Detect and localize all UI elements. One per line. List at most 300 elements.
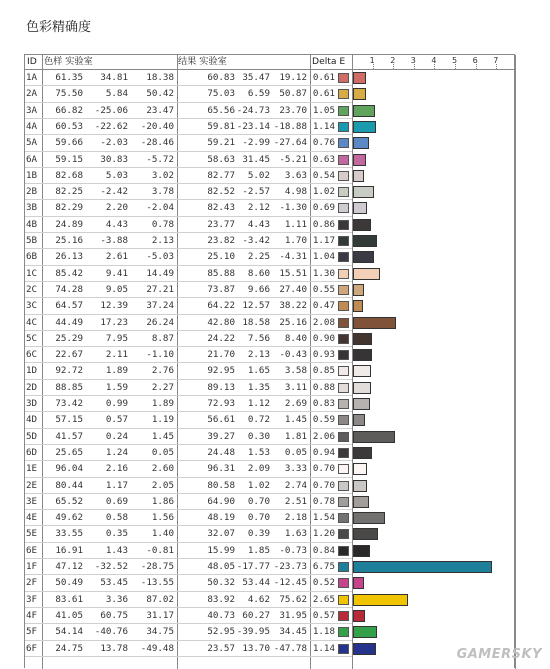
delta-e-value: 0.63	[312, 153, 335, 165]
result-b: 3.11	[284, 381, 307, 393]
result-b: 1.70	[284, 235, 307, 246]
result-a: 1.02	[247, 479, 270, 491]
sample-a: 13.78	[100, 642, 128, 654]
delta-e-value: 1.54	[312, 512, 335, 524]
delta-e-value: 0.61	[312, 72, 335, 83]
row-id: 4C	[26, 316, 38, 328]
row-id: 6B	[26, 251, 38, 263]
delta-e-bar	[353, 577, 364, 589]
scale-tick-mark	[393, 64, 394, 69]
color-swatch	[338, 301, 349, 311]
page-title: 色彩精确度	[26, 20, 92, 35]
delta-e-bar	[353, 121, 376, 133]
color-swatch	[338, 529, 349, 539]
result-a: -2.57	[242, 186, 270, 198]
result-b: 3.58	[284, 365, 307, 377]
sample-l: 57.15	[55, 414, 83, 426]
sample-a: 30.83	[100, 153, 128, 165]
sample-b: 26.24	[146, 316, 174, 328]
scale-tick-label: 5	[452, 56, 458, 65]
sample-a: 9.41	[105, 267, 128, 279]
sample-a: 7.95	[105, 332, 128, 344]
delta-e-bar	[353, 317, 396, 329]
scale-tick-label: 3	[410, 56, 416, 65]
result-a: 4.43	[247, 218, 270, 230]
sample-a: 0.24	[105, 430, 128, 442]
sample-b: -1.10	[146, 349, 174, 361]
sample-a: 1.59	[105, 381, 128, 393]
row-id: 1E	[26, 463, 38, 475]
delta-e-value: 2.06	[312, 430, 335, 442]
row-id: 3A	[26, 104, 38, 116]
row-id: 1C	[26, 267, 38, 279]
result-l: 58.63	[207, 153, 235, 165]
sample-b: 3.78	[151, 186, 174, 198]
result-b: -0.43	[279, 349, 307, 361]
delta-e-bar	[353, 137, 369, 149]
delta-e-bar	[353, 626, 377, 638]
sample-b: 27.21	[146, 283, 174, 295]
color-swatch	[338, 203, 349, 213]
color-swatch	[338, 481, 349, 491]
sample-b: 2.27	[151, 381, 174, 393]
color-swatch	[338, 399, 349, 409]
result-a: 2.13	[247, 349, 270, 361]
row-id: 4B	[26, 218, 38, 230]
sample-b: 1.40	[151, 528, 174, 540]
result-a: 0.72	[247, 414, 270, 426]
sample-l: 80.44	[55, 479, 83, 491]
row-id: 2E	[26, 479, 38, 491]
column-divider	[515, 55, 516, 669]
delta-e-bar	[353, 72, 366, 84]
sample-a: 2.11	[105, 349, 128, 361]
result-l: 23.57	[207, 642, 235, 654]
delta-e-value: 0.55	[312, 283, 335, 295]
delta-e-bar	[353, 496, 369, 508]
color-swatch	[338, 578, 349, 588]
color-swatch	[338, 269, 349, 279]
result-l: 48.05	[207, 561, 235, 572]
row-id: 4A	[26, 120, 38, 132]
sample-b: 0.78	[151, 218, 174, 230]
delta-e-bar	[353, 643, 376, 655]
result-l: 15.99	[207, 544, 235, 556]
sample-l: 25.65	[55, 446, 83, 458]
sample-a: -25.06	[94, 104, 128, 116]
color-swatch	[338, 464, 349, 474]
color-swatch	[338, 73, 349, 83]
sample-l: 75.50	[55, 88, 83, 100]
delta-e-value: 0.84	[312, 544, 335, 556]
result-a: 31.45	[242, 153, 270, 165]
header-id: ID	[27, 56, 37, 67]
result-a: 1.65	[247, 365, 270, 377]
scale-tick-label: 4	[431, 56, 437, 65]
result-b: 3.33	[284, 463, 307, 475]
row-id: 6C	[26, 349, 38, 361]
delta-e-value: 1.02	[312, 186, 335, 198]
result-l: 52.95	[207, 626, 235, 638]
result-a: 0.30	[247, 430, 270, 442]
sample-a: 34.81	[100, 72, 128, 83]
sample-l: 41.05	[55, 609, 83, 621]
sample-b: 2.76	[151, 365, 174, 377]
result-b: 1.45	[284, 414, 307, 426]
result-a: 5.02	[247, 169, 270, 181]
result-b: 27.40	[279, 283, 307, 295]
color-swatch	[338, 252, 349, 262]
sample-l: 96.04	[55, 463, 83, 475]
delta-e-value: 1.20	[312, 528, 335, 540]
color-swatch	[338, 122, 349, 132]
sample-a: 0.99	[105, 398, 128, 409]
color-swatch	[338, 285, 349, 295]
row-id: 1B	[26, 169, 38, 181]
delta-e-bar	[353, 300, 363, 312]
result-b: 75.62	[279, 593, 307, 605]
delta-e-bar	[353, 365, 371, 377]
delta-e-bar	[353, 545, 370, 557]
delta-e-value: 0.70	[312, 479, 335, 491]
row-id: 3D	[26, 398, 38, 409]
color-swatch	[338, 546, 349, 556]
result-b: 50.87	[279, 88, 307, 100]
sample-l: 61.35	[55, 72, 83, 83]
sample-l: 25.16	[55, 235, 83, 246]
delta-e-value: 0.93	[312, 349, 335, 361]
row-id: 3B	[26, 202, 38, 214]
result-b: 8.40	[284, 332, 307, 344]
result-l: 56.61	[207, 414, 235, 426]
result-l: 59.21	[207, 137, 235, 149]
result-a: -39.95	[236, 626, 270, 638]
result-b: 2.69	[284, 398, 307, 409]
sample-l: 65.52	[55, 495, 83, 507]
delta-e-value: 1.17	[312, 235, 335, 246]
result-b: 2.51	[284, 495, 307, 507]
sample-a: 3.36	[105, 593, 128, 605]
delta-e-value: 0.69	[312, 202, 335, 214]
delta-e-bar	[353, 186, 374, 198]
delta-e-value: 0.47	[312, 300, 335, 312]
delta-e-value: 0.90	[312, 332, 335, 344]
sample-a: -2.42	[100, 186, 128, 198]
sample-a: 1.24	[105, 446, 128, 458]
delta-e-value: 6.75	[312, 561, 335, 572]
row-id: 1A	[26, 72, 38, 83]
delta-e-bar	[353, 219, 371, 231]
sample-b: 1.19	[151, 414, 174, 426]
sample-b: 2.13	[151, 235, 174, 246]
result-l: 64.90	[207, 495, 235, 507]
color-swatch	[338, 448, 349, 458]
result-l: 85.88	[207, 267, 235, 279]
scale-tick-label: 2	[390, 56, 396, 65]
sample-b: -28.75	[140, 561, 174, 572]
sample-a: 1.17	[105, 479, 128, 491]
delta-e-bar	[353, 594, 408, 606]
row-id: 2F	[26, 577, 38, 589]
scale-tick-mark	[373, 64, 374, 69]
delta-e-bar	[353, 284, 364, 296]
row-id: 5D	[26, 430, 38, 442]
sample-a: 2.20	[105, 202, 128, 214]
delta-e-value: 1.05	[312, 104, 335, 116]
result-b: 2.18	[284, 512, 307, 524]
sample-a: 0.58	[105, 512, 128, 524]
result-a: 60.27	[242, 609, 270, 621]
result-l: 73.87	[207, 283, 235, 295]
color-swatch	[338, 366, 349, 376]
result-l: 50.32	[207, 577, 235, 589]
result-a: 2.25	[247, 251, 270, 263]
sample-b: 18.38	[146, 72, 174, 83]
delta-e-bar	[353, 333, 372, 345]
sample-l: 24.75	[55, 642, 83, 654]
row-id: 4D	[26, 414, 38, 426]
sample-l: 82.25	[55, 186, 83, 198]
row-id: 5F	[26, 626, 38, 638]
sample-a: 1.43	[105, 544, 128, 556]
color-swatch	[338, 236, 349, 246]
scale-tick-mark	[496, 64, 497, 69]
sample-l: 33.55	[55, 528, 83, 540]
header-result: 结果 实验室	[178, 56, 227, 67]
header-delta-e: Delta E	[312, 56, 346, 67]
delta-e-value: 2.65	[312, 593, 335, 605]
row-id: 5C	[26, 332, 38, 344]
result-l: 40.73	[207, 609, 235, 621]
sample-l: 59.15	[55, 153, 83, 165]
row-id: 1D	[26, 365, 38, 377]
row-id: 3E	[26, 495, 38, 507]
result-l: 82.77	[207, 169, 235, 181]
row-id: 5A	[26, 137, 38, 149]
color-swatch	[338, 513, 349, 523]
color-swatch	[338, 187, 349, 197]
result-b: 2.74	[284, 479, 307, 491]
scale-tick-label: 1	[369, 56, 375, 65]
sample-l: 92.72	[55, 365, 83, 377]
scale-tick-mark	[434, 64, 435, 69]
delta-e-bar	[353, 202, 367, 214]
result-l: 72.93	[207, 398, 235, 409]
sample-l: 60.53	[55, 120, 83, 132]
sample-a: 17.23	[100, 316, 128, 328]
result-l: 60.83	[207, 72, 235, 83]
color-swatch	[338, 644, 349, 654]
result-l: 83.92	[207, 593, 235, 605]
result-a: 12.57	[242, 300, 270, 312]
color-swatch	[338, 220, 349, 230]
result-l: 32.07	[207, 528, 235, 540]
delta-e-value: 0.59	[312, 414, 335, 426]
sample-l: 82.29	[55, 202, 83, 214]
result-a: 1.12	[247, 398, 270, 409]
result-l: 39.27	[207, 430, 235, 442]
result-a: -24.73	[236, 104, 270, 116]
result-l: 89.13	[207, 381, 235, 393]
result-a: -23.14	[236, 120, 270, 132]
result-b: -5.21	[279, 153, 307, 165]
result-l: 23.82	[207, 235, 235, 246]
sample-a: -2.03	[100, 137, 128, 149]
sample-a: 60.75	[100, 609, 128, 621]
delta-e-value: 1.30	[312, 267, 335, 279]
delta-e-value: 0.76	[312, 137, 335, 149]
result-a: 6.59	[247, 88, 270, 100]
scale-tick-label: 6	[472, 56, 478, 65]
delta-e-bar	[353, 512, 385, 524]
delta-e-bar	[353, 235, 377, 247]
color-swatch	[338, 595, 349, 605]
delta-e-value: 1.14	[312, 642, 335, 654]
result-a: 0.70	[247, 512, 270, 524]
sample-b: -2.04	[146, 202, 174, 214]
result-a: 35.47	[242, 72, 270, 83]
row-id: 5E	[26, 528, 38, 540]
delta-e-value: 1.18	[312, 626, 335, 638]
row-id: 6D	[26, 446, 38, 458]
row-id: 3C	[26, 300, 38, 312]
delta-e-value: 0.57	[312, 609, 335, 621]
delta-e-value: 0.88	[312, 381, 335, 393]
result-a: 0.39	[247, 528, 270, 540]
sample-b: 2.05	[151, 479, 174, 491]
delta-e-bar	[353, 431, 395, 443]
result-l: 80.58	[207, 479, 235, 491]
row-id: 2A	[26, 88, 38, 100]
sample-l: 22.67	[55, 349, 83, 361]
result-b: 23.70	[279, 104, 307, 116]
result-b: 34.45	[279, 626, 307, 638]
sample-a: 12.39	[100, 300, 128, 312]
sample-b: 2.60	[151, 463, 174, 475]
sample-b: -5.72	[146, 153, 174, 165]
sample-l: 44.49	[55, 316, 83, 328]
sample-b: 50.42	[146, 88, 174, 100]
sample-a: 2.61	[105, 251, 128, 263]
result-b: 15.51	[279, 267, 307, 279]
color-swatch	[338, 171, 349, 181]
result-a: 1.85	[247, 544, 270, 556]
delta-e-bar	[353, 414, 365, 426]
result-b: 3.63	[284, 169, 307, 181]
sample-a: 0.57	[105, 414, 128, 426]
delta-e-bar	[353, 349, 372, 361]
result-b: 31.95	[279, 609, 307, 621]
sample-l: 85.42	[55, 267, 83, 279]
color-swatch	[338, 415, 349, 425]
color-swatch	[338, 350, 349, 360]
result-l: 25.10	[207, 251, 235, 263]
result-l: 21.70	[207, 349, 235, 361]
result-l: 82.52	[207, 186, 235, 198]
sample-b: -20.40	[140, 120, 174, 132]
sample-l: 83.61	[55, 593, 83, 605]
sample-b: 23.47	[146, 104, 174, 116]
sample-l: 73.42	[55, 398, 83, 409]
sample-b: 31.17	[146, 609, 174, 621]
row-id: 5B	[26, 235, 38, 246]
row-id: 6E	[26, 544, 38, 556]
sample-a: 5.03	[105, 169, 128, 181]
row-id: 6A	[26, 153, 38, 165]
delta-e-bar	[353, 170, 364, 182]
result-b: 4.98	[284, 186, 307, 198]
delta-e-value: 0.70	[312, 463, 335, 475]
sample-l: 24.89	[55, 218, 83, 230]
result-a: 0.70	[247, 495, 270, 507]
delta-e-value: 0.78	[312, 495, 335, 507]
result-l: 96.31	[207, 463, 235, 475]
sample-b: 14.49	[146, 267, 174, 279]
result-a: 13.70	[242, 642, 270, 654]
delta-e-bar	[353, 251, 374, 263]
sample-l: 59.66	[55, 137, 83, 149]
row-id: 2D	[26, 381, 38, 393]
result-l: 24.48	[207, 446, 235, 458]
sample-l: 41.57	[55, 430, 83, 442]
sample-b: -0.81	[146, 544, 174, 556]
delta-e-value: 1.14	[312, 120, 335, 132]
delta-e-value: 1.04	[312, 251, 335, 263]
sample-a: 1.89	[105, 365, 128, 377]
sample-b: 1.56	[151, 512, 174, 524]
result-b: 0.05	[284, 446, 307, 458]
sample-b: -49.48	[140, 642, 174, 654]
sample-l: 47.12	[55, 561, 83, 572]
sample-l: 26.13	[55, 251, 83, 263]
row-id: 3F	[26, 593, 38, 605]
sample-b: 3.02	[151, 169, 174, 181]
color-swatch	[338, 627, 349, 637]
sample-l: 50.49	[55, 577, 83, 589]
sample-a: 9.05	[105, 283, 128, 295]
sample-l: 88.85	[55, 381, 83, 393]
result-a: 1.35	[247, 381, 270, 393]
sample-a: -3.88	[100, 235, 128, 246]
result-l: 59.81	[207, 120, 235, 132]
delta-e-value: 0.61	[312, 88, 335, 100]
delta-e-value: 2.08	[312, 316, 335, 328]
result-a: 2.12	[247, 202, 270, 214]
delta-e-value: 0.83	[312, 398, 335, 409]
result-a: 7.56	[247, 332, 270, 344]
sample-b: -5.03	[146, 251, 174, 263]
delta-e-bar	[353, 480, 367, 492]
sample-l: 66.82	[55, 104, 83, 116]
color-swatch	[338, 432, 349, 442]
result-b: 19.12	[279, 72, 307, 83]
result-b: -12.45	[273, 577, 307, 589]
delta-e-bar	[353, 463, 367, 475]
result-l: 48.19	[207, 512, 235, 524]
result-b: -4.31	[279, 251, 307, 263]
row-rule	[25, 656, 352, 657]
sample-l: 64.57	[55, 300, 83, 312]
delta-e-value: 0.94	[312, 446, 335, 458]
result-a: -17.77	[236, 561, 270, 572]
row-id: 2C	[26, 283, 38, 295]
sample-a: 4.43	[105, 218, 128, 230]
delta-e-bar	[353, 447, 372, 459]
result-b: 38.22	[279, 300, 307, 312]
watermark: GAMERSKY	[456, 647, 542, 662]
delta-e-value: 0.86	[312, 218, 335, 230]
result-a: -2.99	[242, 137, 270, 149]
